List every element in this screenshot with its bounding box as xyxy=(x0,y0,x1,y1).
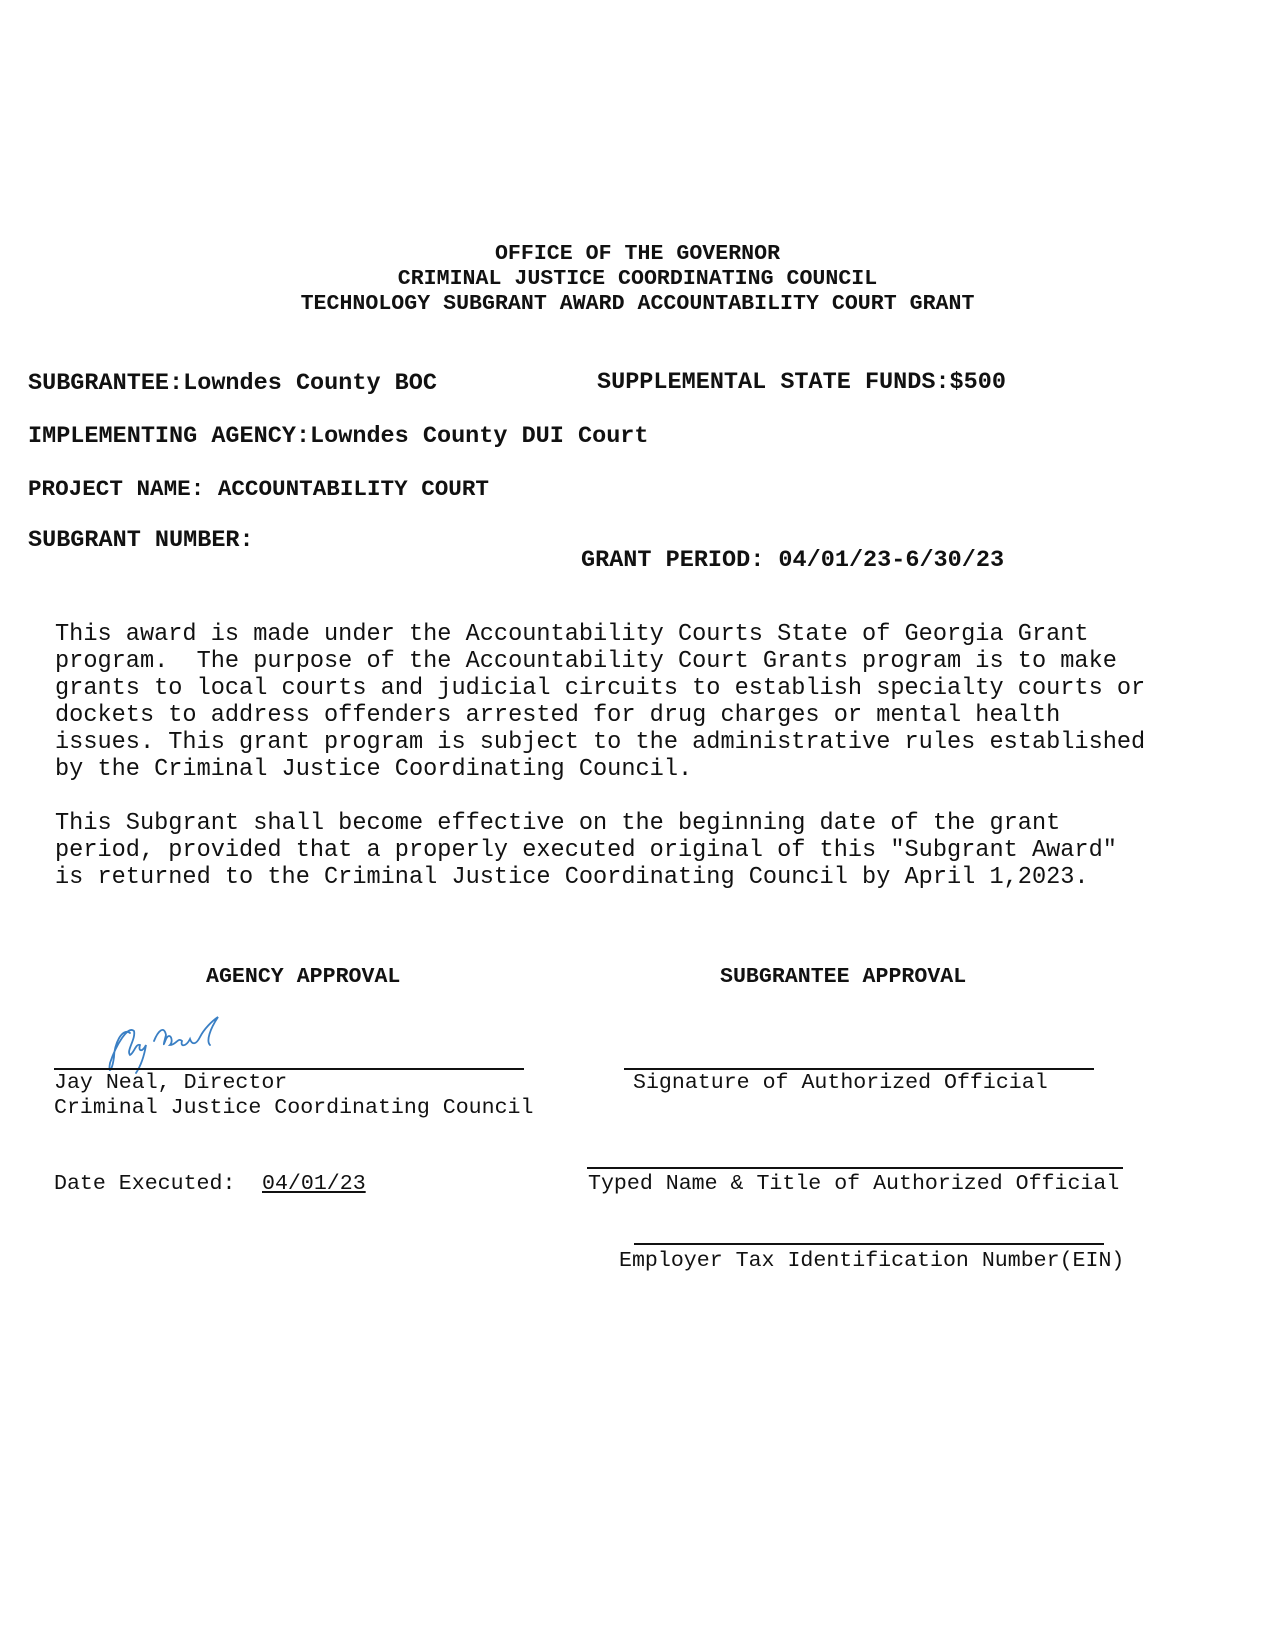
implementing-agency-field: IMPLEMENTING AGENCY:Lowndes County DUI Court xyxy=(28,423,649,450)
ein-line xyxy=(634,1243,1104,1245)
subgrantee-field: SUBGRANTEE:Lowndes County BOC xyxy=(28,370,437,397)
signature-official-label: Signature of Authorized Official xyxy=(633,1071,1048,1095)
effective-paragraph: This Subgrant shall become effective on the beginning date of the grant period, provided that a properly executed original of this "Subgrant Award" is returned to the Criminal Justice Coordinating Council by April 1,2023. xyxy=(55,810,1117,891)
project-name-field: PROJECT NAME: ACCOUNTABILITY COURT xyxy=(28,476,489,502)
signer-organization: Criminal Justice Coordinating Council xyxy=(54,1096,534,1120)
header-title: TECHNOLOGY SUBGRANT AWARD ACCOUNTABILITY COURT GRANT xyxy=(300,292,975,316)
grant-period-field: GRANT PERIOD: 04/01/23-6/30/23 xyxy=(581,547,1005,574)
agency-signature-line xyxy=(54,1068,524,1070)
ein-label: Employer Tax Identification Number(EIN) xyxy=(619,1249,1125,1273)
agency-approval-heading: AGENCY APPROVAL xyxy=(206,965,401,989)
header-council: CRIMINAL JUSTICE COORDINATING COUNCIL xyxy=(397,267,878,291)
subgrantee-approval-heading: SUBGRANTEE APPROVAL xyxy=(720,965,967,989)
header-office: OFFICE OF THE GOVERNOR xyxy=(494,242,781,266)
award-paragraph: This award is made under the Accountability Courts State of Georgia Grant program. The purpose of the Accountability Court Grants program is to make grants to local courts and judicial circuits to establish specialty courts or dockets to address offenders arrested for drug charges or mental health issues. This grant program is subject to the administrative rules established by the Criminal Justice Coordinating Council. xyxy=(55,621,1146,783)
supplemental-funds-field: SUPPLEMENTAL STATE FUNDS:$500 xyxy=(597,369,1006,396)
date-executed-value: 04/01/23 xyxy=(262,1172,366,1196)
date-executed-label: Date Executed: xyxy=(54,1172,236,1196)
typed-name-label: Typed Name & Title of Authorized Official xyxy=(588,1172,1120,1196)
signer-name: Jay Neal, Director xyxy=(54,1071,288,1095)
subgrantee-signature-line xyxy=(624,1068,1094,1070)
subgrant-number-field: SUBGRANT NUMBER: xyxy=(28,527,254,554)
typed-name-line xyxy=(587,1167,1123,1169)
